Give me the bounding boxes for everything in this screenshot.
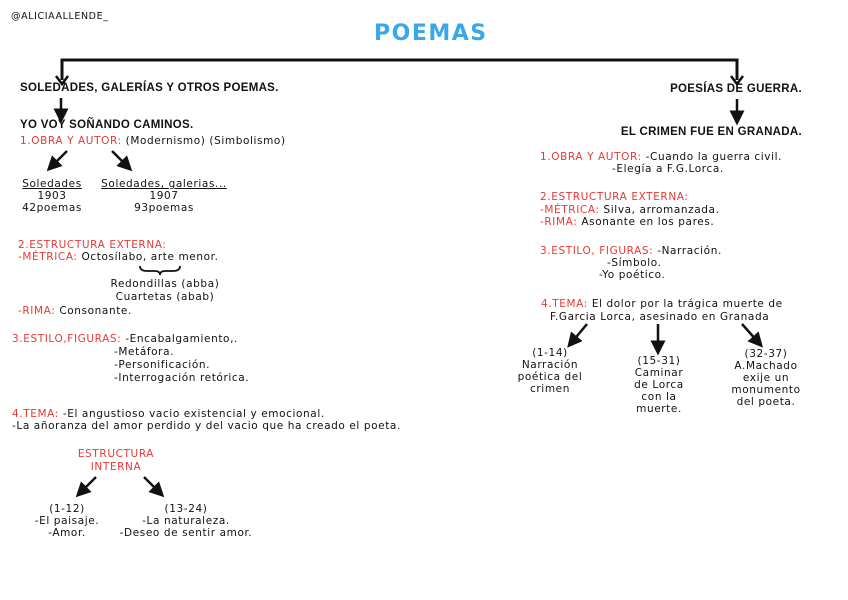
right-rima-label: -RIMA: — [540, 216, 578, 228]
arrow-to-soledades — [52, 151, 67, 166]
arrow-to-part-3 — [742, 324, 758, 342]
right-obra-text-1: -Cuando la guerra civil. — [645, 151, 783, 163]
stanza-types — [95, 278, 235, 304]
right-tema-text-2: F.Garcia Lorca, asesinado en Granada — [550, 311, 770, 323]
part-line: del poeta. — [736, 396, 796, 408]
left-estilo-list — [114, 346, 249, 384]
part-line: de Lorca — [634, 379, 684, 391]
part-line: monumento — [731, 384, 801, 396]
left-obra-text: (Modernismo) (Simbolismo) — [125, 135, 286, 147]
book-name: Soledades, galerias... — [101, 178, 227, 190]
left-estilo-item-2: -Metáfora. — [114, 346, 175, 358]
left-estilo-line — [12, 333, 238, 345]
left-tema-text-2: -La añoranza del amor perdido y del vacio que ha creado el poeta. — [12, 420, 401, 432]
part-line: Caminar — [634, 367, 684, 379]
right-rima-line — [540, 216, 714, 228]
left-metrica-label: -MÉTRICA: — [18, 251, 78, 263]
right-metrica-label: -MÉTRICA: — [540, 204, 600, 216]
right-tema-text-1: El dolor por la trágica muerte de — [591, 298, 783, 310]
right-book-title: POESÍAS DE GUERRA. — [670, 83, 802, 95]
left-rima-line — [18, 305, 132, 317]
interna-range: (13-24) — [164, 503, 208, 515]
book-name: Soledades — [22, 178, 82, 190]
stanza-cuartetas: Cuartetas (abab) — [115, 291, 215, 303]
left-estilo-item-3: -Personificación. — [114, 358, 211, 371]
book-year: 1903 — [37, 190, 67, 202]
part-line: Narración — [521, 359, 579, 371]
right-rima-text: Asonante en los pares. — [581, 216, 715, 228]
stanza-redondillas: Redondillas (abba) — [110, 278, 220, 290]
arrow-to-part-1 — [572, 324, 587, 342]
left-estilo-label: 3.ESTILO,FIGURAS: — [12, 333, 122, 345]
right-estilo-item-1: -Narración. — [657, 245, 722, 257]
right-obra-line — [540, 151, 782, 163]
left-tema-text-1: -El angustioso vacio existencial y emocional. — [62, 408, 325, 420]
part-range: (1-14) — [532, 347, 568, 359]
part-line: crimen — [530, 383, 570, 395]
right-estilo-line — [540, 245, 722, 257]
left-estructura-label: 2.ESTRUCTURA EXTERNA: — [18, 239, 167, 251]
book-galerias — [94, 178, 234, 214]
right-estilo-item-3: -Yo poético. — [599, 269, 666, 281]
arrow-to-galerias — [112, 151, 127, 166]
interna-line: -La naturaleza. — [142, 515, 230, 527]
part-line: exije un — [742, 372, 790, 384]
interna-part-2 — [108, 503, 264, 539]
right-part-3 — [720, 348, 812, 408]
right-obra-label: 1.OBRA Y AUTOR: — [540, 151, 642, 163]
interna-line: -El paisaje. — [34, 515, 100, 527]
right-poem-title: EL CRIMEN FUE EN GRANADA. — [620, 126, 802, 138]
right-part-2 — [613, 355, 705, 415]
left-metrica-line — [18, 251, 219, 263]
right-metrica-text: Silva, arromanzada. — [603, 204, 720, 216]
part-range: (32-37) — [744, 348, 788, 360]
book-year: 1907 — [149, 190, 179, 202]
book-count: 93poemas — [134, 202, 194, 214]
right-tema-label: 4.TEMA: — [541, 298, 588, 310]
left-obra-line — [20, 135, 286, 147]
right-estilo-label: 3.ESTILO, FIGURAS: — [540, 245, 654, 257]
left-metrica-text: Octosílabo, arte menor. — [81, 251, 219, 263]
right-metrica-line — [540, 204, 720, 216]
interna-line: -Amor. — [48, 527, 86, 539]
arrow-to-interna-1 — [81, 477, 96, 492]
right-estructura-label: 2.ESTRUCTURA EXTERNA: — [540, 191, 689, 203]
left-estilo-item-4: -Interrogación retórica. — [114, 371, 250, 384]
page-title: POEMAS — [374, 21, 488, 46]
interna-part-1 — [22, 503, 112, 539]
book-count: 42poemas — [22, 202, 82, 214]
interna-line: -Deseo de sentir amor. — [119, 527, 253, 539]
left-rima-label: -RIMA: — [18, 305, 56, 317]
left-rima-text: Consonante. — [59, 305, 132, 317]
interna-label — [66, 448, 166, 473]
part-line: A.Machado — [734, 360, 798, 372]
left-estilo-item-1: -Encabalgamiento,. — [125, 333, 238, 345]
metrica-brace — [140, 266, 180, 275]
part-line: muerte. — [636, 403, 682, 415]
interna-label-line-1: ESTRUCTURA — [77, 448, 155, 460]
part-line: poética del — [517, 371, 583, 383]
left-tema-line — [12, 408, 325, 420]
left-tema-label: 4.TEMA: — [12, 408, 59, 420]
right-tema-line — [541, 298, 783, 310]
right-estilo-item-2: -Símbolo. — [607, 257, 662, 269]
top-bracket-line — [62, 60, 737, 80]
right-part-1 — [505, 347, 595, 395]
interna-range: (1-12) — [49, 503, 85, 515]
book-soledades — [16, 178, 88, 214]
left-obra-label: 1.OBRA Y AUTOR: — [20, 135, 122, 147]
left-poem-title: YO VOY SOÑANDO CAMINOS. — [20, 119, 194, 131]
part-range: (15-31) — [637, 355, 681, 367]
right-obra-text-2: -Elegía a F.G.Lorca. — [612, 163, 724, 175]
arrow-to-interna-2 — [144, 477, 159, 492]
interna-label-line-2: INTERNA — [90, 460, 142, 473]
author-handle: @ALICIAALLENDE_ — [11, 11, 109, 22]
part-line: con la — [641, 391, 677, 403]
left-book-title: SOLEDADES, GALERÍAS Y OTROS POEMAS. — [20, 82, 279, 94]
